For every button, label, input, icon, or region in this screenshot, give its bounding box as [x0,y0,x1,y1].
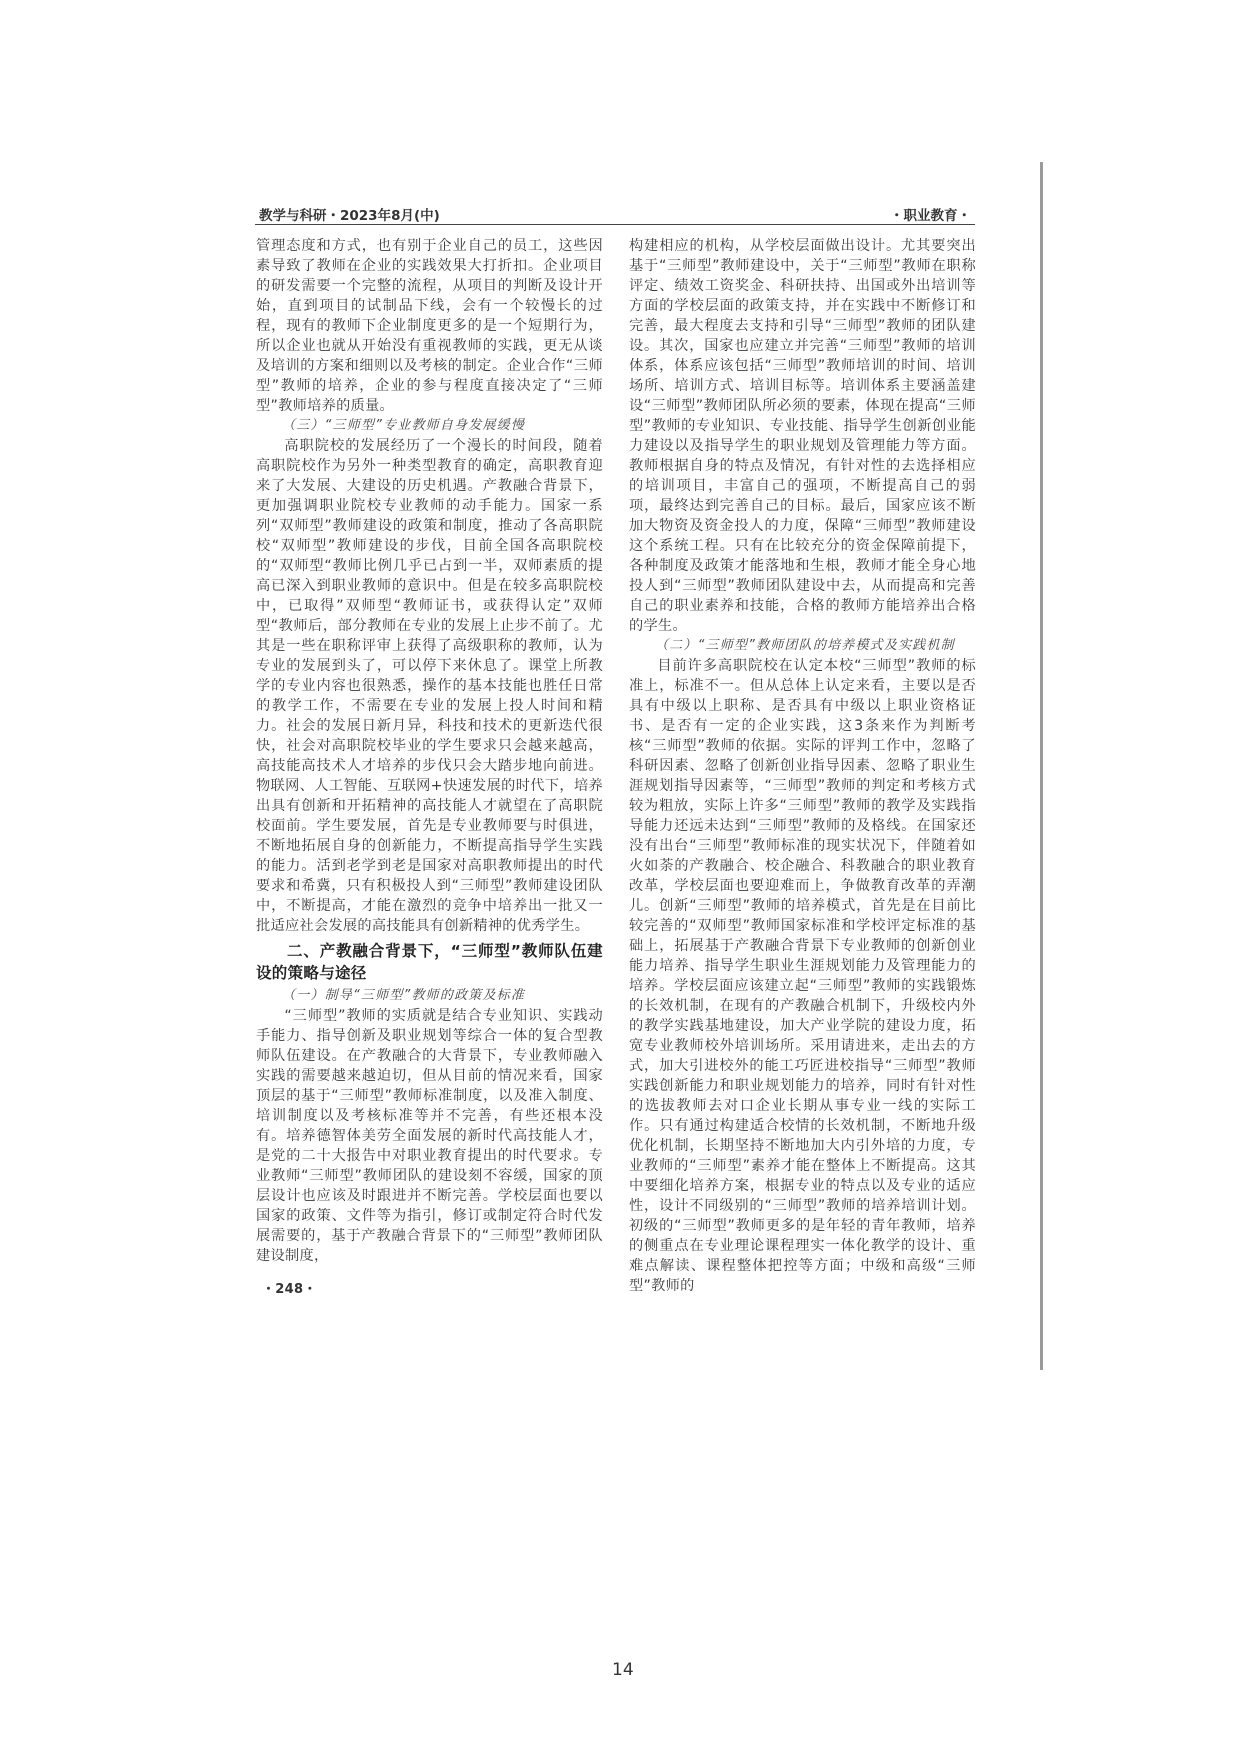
section-heading: 二、产教融合背景下，“三师型”教师队伍建设的策略与途径 [256,942,603,982]
left-column [256,236,603,1300]
right-column [629,236,976,1296]
section-title: ・职业教育・ [890,208,971,224]
scan-edge-line [1040,162,1043,1370]
journal-title: 教学与科研・2023年8月(中) [259,208,440,224]
running-header [255,202,975,225]
subheading: （三）“三师型”专业教师自身发展缓慢 [282,418,526,433]
paragraph: “三师型”教师的实质就是结合专业知识、实践动手能力、指导创新及职业规划等综合一体的复合型教师队伍建设。在产教融合的大背景下，专业教师融入实践的需要越来越迫切，但从目前的情况来看，国家顶层的基于“三师型”教师标准制度，以及准入制度、培训制度以及考核标准等并不完善，有些还根本没有。培养德智体美劳全面发展的新时代高技能人才，是党的二十大报告中对职业教育提出的时代要求。专业教师“三师型”教师团队的建设刻不容缓，国家的顶层设计也应该及时跟进并不断完善。学校层面也要以国家的政策、文件等为指引，修订或制定符合时代发展需要的，基于产教融合背景下的“三师型”教师团队建设制度， [256,1008,603,1264]
paragraph: 构建相应的机构，从学校层面做出设计。尤其要突出基于“三师型”教师建设中，关于“三师型”教师在职称评定、绩效工资奖金、科研扶持、出国或外出培训等方面的学校层面的政策支持，并在实践中不断修订和完善，最大程度去支持和引导“三师型”教师的团队建设。其次，国家也应建立并完善“三师型”教师的培训体系，体系应该包括“三师型”教师培训的时间、培训场所、培训方式、培训目标等。培训体系主要涵盖建设“三师型”教师团队所必须的要素，体现在提高“三师型”教师的专业知识、专业技能、指导学生创新创业能力建设以及指导学生的职业规划及管理能力等方面。教师根据自身的特点及情况，有针对性的去选择相应的培训项目，丰富自己的强项，不断提高自己的弱项，最终达到完善自己的目标。最后，国家应该不断加大物资及资金投人的力度，保障“三师型”教师建设这个系统工程。只有在比较充分的资金保障前提下，各种制度及政策才能落地和生根，教师才能全身心地投人到“三师型”教师团队建设中去，从而提高和完善自己的职业素养和技能，合格的教师方能培养出合格的学生。 [629,238,976,634]
paragraph: 目前许多高职院校在认定本校“三师型”教师的标准上，标准不一。但从总体上认定来看，主要以是否具有中级以上职称、是否具有中级以上职业资格证书、是否有一定的企业实践，这3条来作为判断考核“三师型”教师的依据。实际的评判工作中，忽略了科研因素、忽略了创新创业指导因素、忽略了职业生涯规划指导因素等，“三师型”教师的判定和考核方式较为粗放，实际上许多“三师型”教师的教学及实践指导能力还远未达到“三师型”教师的及格线。在国家还没有出台“三师型”教师标准的现实状况下，伴随着如火如荼的产教融合、校企融合、科教融合的职业教育改革，学校层面也要迎难而上，争做教育改革的弄潮儿。创新“三师型”教师的培养模式，首先是在目前比较完善的“双师型”教师国家标准和学校评定标准的基础上，拓展基于产教融合背景下专业教师的创新创业能力培养、指导学生职业生涯规划能力及管理能力的培养。学校层面应该建立起“三师型”教师的实践锻炼的长效机制，在现有的产教融合机制下，升级校内外的教学实践基地建设，加大产业学院的建设力度，拓宽专业教师校外培训场所。采用请进来，走出去的方式，加大引进校外的能工巧匠进校指导“三师型”教师实践创新能力和职业规划能力的培养，同时有针对性的选拔教师去对口企业长期从事专业一线的实际工作。只有通过构建适合校情的长效机制，不断地升级优化机制，长期坚持不断地加大内引外培的力度，专业教师的“三师型”素养才能在整体上不断提高。这其中要细化培养方案，根据专业的特点以及专业的适应性，设计不同级别的“三师型”教师的培养培训计划。初级的“三师型”教师更多的是年轻的青年教师，培养的侧重点在专业理论课程理实一体化教学的设计、重难点解读、课程整体把控等方面；中级和高级“三师型”教师的 [629,658,976,1294]
paragraph: 管理态度和方式，也有别于企业自己的员工，这些因素导致了教师在企业的实践效果大打折扣。企业项目的研发需要一个完整的流程，从项目的判断及设计开始，直到项目的试制品下线，会有一个较慢长的过程，现有的教师下企业制度更多的是一个短期行为，所以企业也就从开始没有重视教师的实践，更无从谈及培训的方案和细则以及考核的制定。企业合作“三师型”教师的培养，企业的参与程度直接决定了“三师型”教师培养的质量。 [256,238,603,414]
page-number: 14 [612,1660,634,1680]
journal-page-folio: ・248・ [262,1282,317,1297]
subheading: （一）制导“三师型”教师的政策及标准 [282,988,526,1003]
paragraph: 高职院校的发展经历了一个漫长的时间段，随着高职院校作为另外一种类型教育的确定，高职教育迎来了大发展、大建设的历史机遇。产教融合背景下，更加强调职业院校专业教师的动手能力。国家一系列“双师型”教师建设的政策和制度，推动了各高职院校“双师型”教师建设的步伐，目前全国各高职院校的“双师型“教师比例几乎已占到一半，双师素质的提高已深入到职业教师的意识中。但是在较多高职院校中，已取得”双师型“教师证书，或获得认定”双师型“教师后，部分教师在专业的发展上止步不前了。尤其是一些在职称评审上获得了高级职称的教师，认为专业的发展到头了，可以停下来休息了。课堂上所教学的专业内容也很熟悉，操作的基本技能也胜任日常的教学工作，不需要在专业的发展上投人时间和精力。社会的发展日新月异，科技和技术的更新迭代很快，社会对高职院校毕业的学生要求只会越来越高，高技能高技术人才培养的步伐只会大踏步地向前进。物联网、人工智能、互联网+快速发展的时代下，培养出具有创新和开拓精神的高技能人才就望在了高职院校面前。学生要发展，首先是专业教师要与时俱进，不断地拓展自身的创新能力，不断提高指导学生实践的能力。活到老学到老是国家对高职教师提出的时代要求和希冀，只有积极投人到“三师型”教师建设团队中，不断提高，才能在激烈的竞争中培养出一批又一批适应社会发展的高技能具有创新精神的优秀学生。 [256,438,603,934]
subheading: （二）“三师型”教师团队的培养模式及实践机制 [655,638,955,653]
